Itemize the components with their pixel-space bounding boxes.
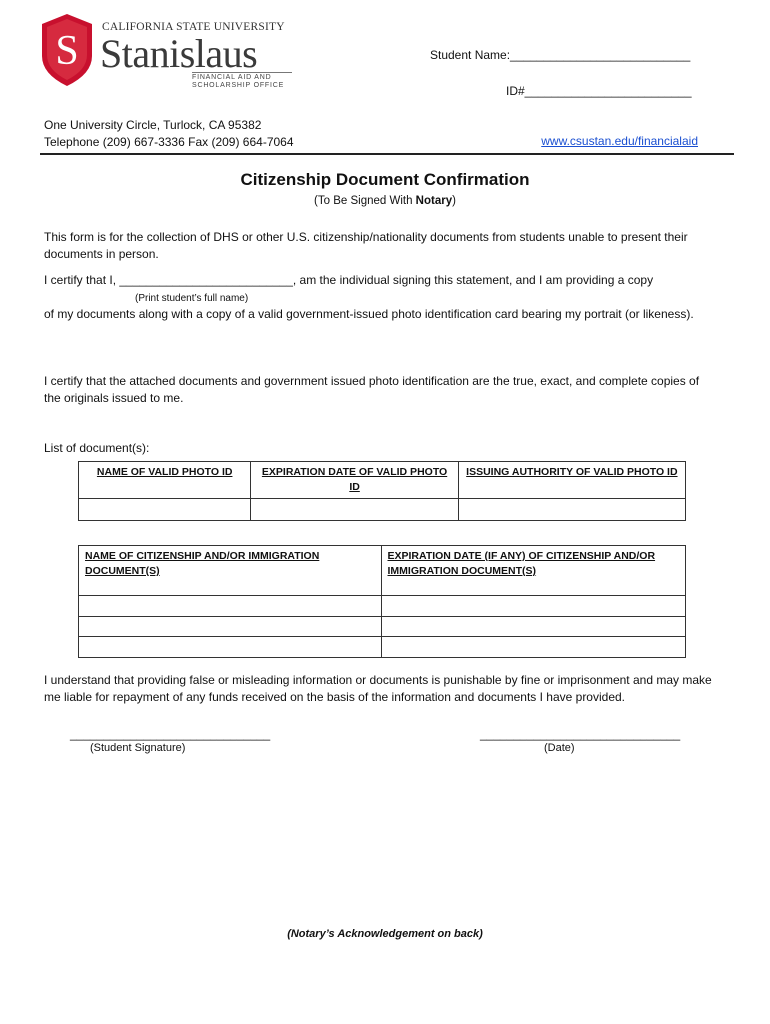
office-address [44, 117, 294, 151]
citizenship-doc-name-cell[interactable] [79, 637, 382, 658]
subtitle-prefix: (To Be Signed With [314, 195, 416, 207]
logo-divider [192, 72, 292, 73]
logo-university: CALIFORNIA STATE UNIVERSITY [102, 21, 285, 33]
website-link[interactable]: www.csustan.edu/financialaid [541, 134, 698, 148]
photo-id-authority-header: ISSUING AUTHORITY OF VALID PHOTO ID [458, 462, 685, 499]
subtitle-bold: Notary [415, 195, 453, 207]
citizenship-doc-name-cell[interactable] [79, 596, 382, 617]
student-name-field[interactable]: Student Name:___________________________ [430, 48, 691, 62]
photo-id-authority-cell[interactable] [458, 499, 685, 521]
photo-id-table [78, 461, 686, 521]
certify-continuation: of my documents along with a copy of a valid government-issued photo identification card bearing my portrait (or likeness). [44, 307, 694, 321]
table-header-row [79, 546, 686, 596]
notary-footnote: (Notary’s Acknowledgement on back) [287, 928, 483, 940]
print-name-hint: (Print student’s full name) [135, 293, 249, 304]
citizenship-doc-expiration-cell[interactable] [381, 596, 686, 617]
date-label: (Date) [544, 742, 575, 754]
documents-list-label: List of document(s): [44, 441, 150, 455]
table-header-row [79, 462, 686, 499]
logo-campus: Stanislaus [100, 31, 258, 76]
photo-id-name-cell[interactable] [79, 499, 251, 521]
table-row [79, 617, 686, 637]
table-row [79, 499, 686, 521]
citizenship-doc-expiration-cell[interactable] [381, 637, 686, 658]
certify-copies-paragraph: I certify that the attached documents and government issued photo identification are the true, exact, and complete copies of the originals issued to me. [44, 374, 700, 405]
citizenship-doc-expiration-header: EXPIRATION DATE (IF ANY) OF CITIZENSHIP AND/OR IMMIGRATION DOCUMENT(S) [381, 546, 686, 596]
shield-logo-icon [40, 12, 94, 88]
table-row [79, 637, 686, 658]
student-signature-line[interactable]: ______________________________ [70, 727, 271, 741]
citizenship-doc-name-cell[interactable] [79, 617, 382, 637]
citizenship-doc-expiration-cell[interactable] [381, 617, 686, 637]
intro-paragraph: This form is for the collection of DHS or other U.S. citizenship/nationality documents from students unable to present their documents in person. [44, 230, 688, 261]
photo-id-expiration-cell[interactable] [251, 499, 458, 521]
header-divider [40, 153, 734, 155]
svg-text:S: S [55, 28, 79, 74]
logo-office [192, 74, 312, 90]
phone-fax-line: Telephone (209) 667-3336 Fax (209) 664-7064 [44, 135, 294, 149]
student-signature-label: (Student Signature) [90, 742, 186, 754]
penalty-statement: I understand that providing false or misleading information or documents is punishable by fine or imprisonment and may make me liable for repayment of any funds received on the basis of the information and documents I have provided. [44, 673, 712, 704]
certify-name-line[interactable]: I certify that I, __________________________, am the individual signing this statement, and I am providing a copy [44, 273, 654, 287]
page-title: Citizenship Document Confirmation [240, 170, 530, 189]
photo-id-name-header: NAME OF VALID PHOTO ID [79, 462, 251, 499]
student-id-field[interactable]: ID#_________________________ [506, 84, 692, 98]
citizenship-docs-table [78, 545, 686, 658]
citizenship-doc-name-header: NAME OF CITIZENSHIP AND/OR IMMIGRATION DOCUMENT(S) [79, 546, 382, 596]
address-line: One University Circle, Turlock, CA 95382 [44, 118, 262, 132]
subtitle-suffix: ) [452, 195, 456, 207]
subtitle [0, 195, 770, 207]
logo-office-line1: FINANCIAL AID AND [192, 74, 272, 81]
table-row [79, 596, 686, 617]
date-line[interactable]: ______________________________ [480, 727, 681, 741]
logo-office-line2: SCHOLARSHIP OFFICE [192, 82, 285, 89]
photo-id-expiration-header: EXPIRATION DATE OF VALID PHOTO ID [251, 462, 458, 499]
university-logo [40, 12, 290, 92]
